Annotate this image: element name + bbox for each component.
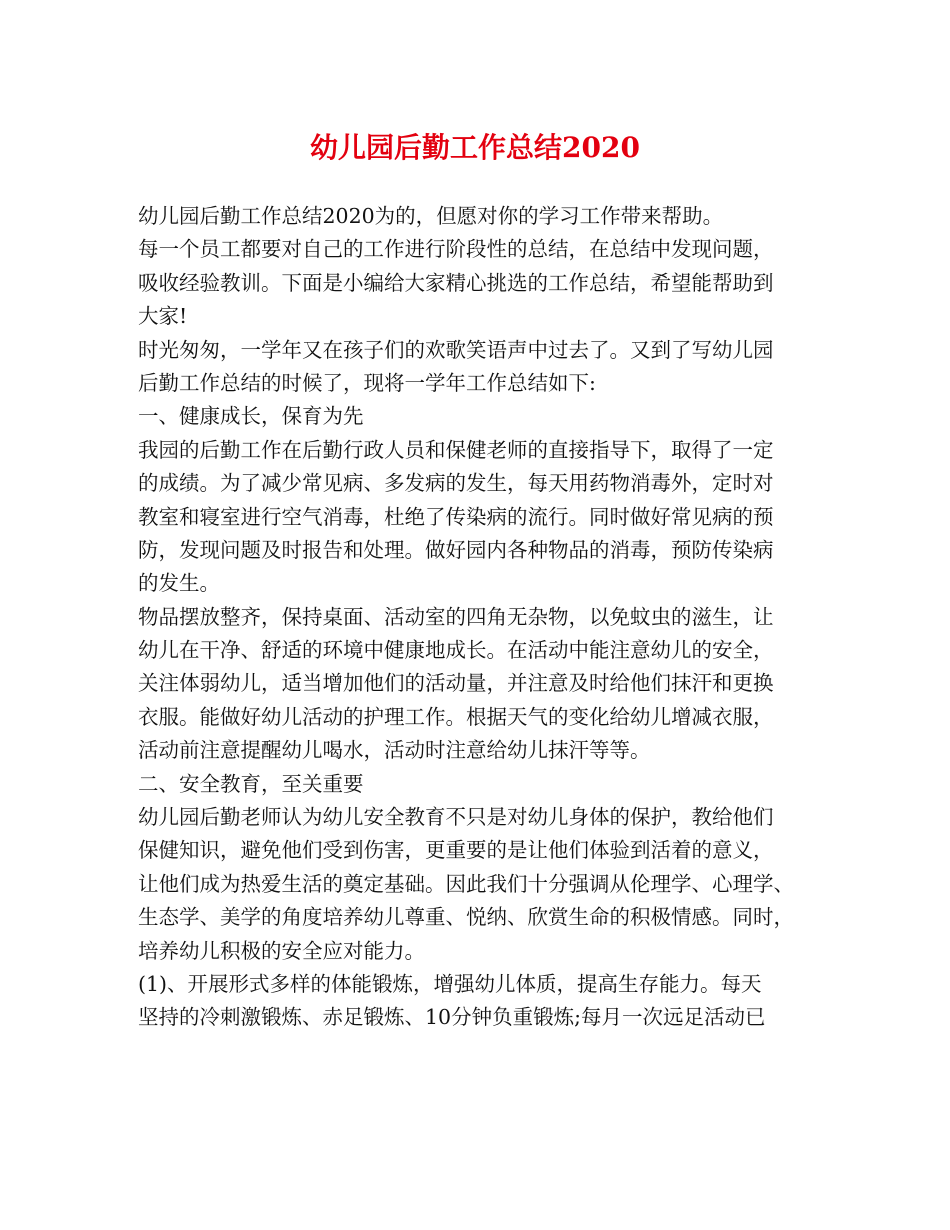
body-line: 幼儿园后勤老师认为幼儿安全教育不只是对幼儿身体的保护，教给他们 (138, 805, 774, 830)
body-line: 关注体弱幼儿，适当增加他们的活动量，并注意及时给他们抹汗和更换 (138, 671, 774, 696)
body-line: 幼儿园后勤工作总结2020为的，但愿对你的学习工作带来帮助。 (138, 204, 724, 228)
body-line: (1)、开展形式多样的体能锻炼，增强幼儿体质，提高生存能力。每天 (138, 971, 762, 996)
body-line: 每一个员工都要对自己的工作进行阶段性的总结，在总结中发现问题， (138, 237, 774, 262)
body-line: 坚持的冷刺激锻炼、赤足锻炼、10分钟负重锻炼;每月一次远足活动已 (138, 1005, 766, 1030)
body-line: 培养幼儿积极的安全应对能力。 (138, 938, 425, 963)
body-line: 的成绩。为了减少常见病、多发病的发生，每天用药物消毒外，定时对 (138, 471, 774, 496)
body-line: 教室和寝室进行空气消毒，杜绝了传染病的流行。同时做好常见病的预 (138, 504, 774, 529)
body-line: 的发生。 (138, 571, 220, 596)
body-line: 大家! (138, 304, 188, 329)
body-line: 物品摆放整齐，保持桌面、活动室的四角无杂物，以免蚊虫的滋生，让 (138, 604, 774, 629)
body-line: 让他们成为热爱生活的奠定基础。因此我们十分强调从伦理学、心理学、 (138, 871, 794, 896)
body-line: 时光匆匆，一学年又在孩子们的欢歌笑语声中过去了。又到了写幼儿园 (138, 337, 774, 362)
body-line: 衣服。能做好幼儿活动的护理工作。根据天气的变化给幼儿增减衣服， (138, 704, 774, 729)
document-body (138, 200, 828, 1035)
body-line: 防，发现问题及时报告和处理。做好园内各种物品的消毒，预防传染病 (138, 537, 774, 562)
body-line: 后勤工作总结的时候了，现将一学年工作总结如下: (138, 370, 596, 395)
body-line: 保健知识，避免他们受到伤害，更重要的是让他们体验到活着的意义， (138, 838, 774, 863)
body-line: 幼儿在干净、舒适的环境中健康地成长。在活动中能注意幼儿的安全， (138, 638, 774, 663)
body-line: 吸收经验教训。下面是小编给大家精心挑选的工作总结，希望能帮助到 (138, 270, 774, 295)
document-title: 幼儿园后勤工作总结2020 (310, 131, 640, 164)
body-line: 我园的后勤工作在后勤行政人员和保健老师的直接指导下，取得了一定 (138, 437, 774, 462)
body-line: 活动前注意提醒幼儿喝水，活动时注意给幼儿抹汗等等。 (138, 738, 651, 763)
body-line: 生态学、美学的角度培养幼儿尊重、悦纳、欣赏生命的积极情感。同时， (138, 905, 794, 930)
body-line: 二、安全教育，至关重要 (138, 771, 364, 796)
body-line: 一、健康成长，保育为先 (138, 404, 364, 429)
